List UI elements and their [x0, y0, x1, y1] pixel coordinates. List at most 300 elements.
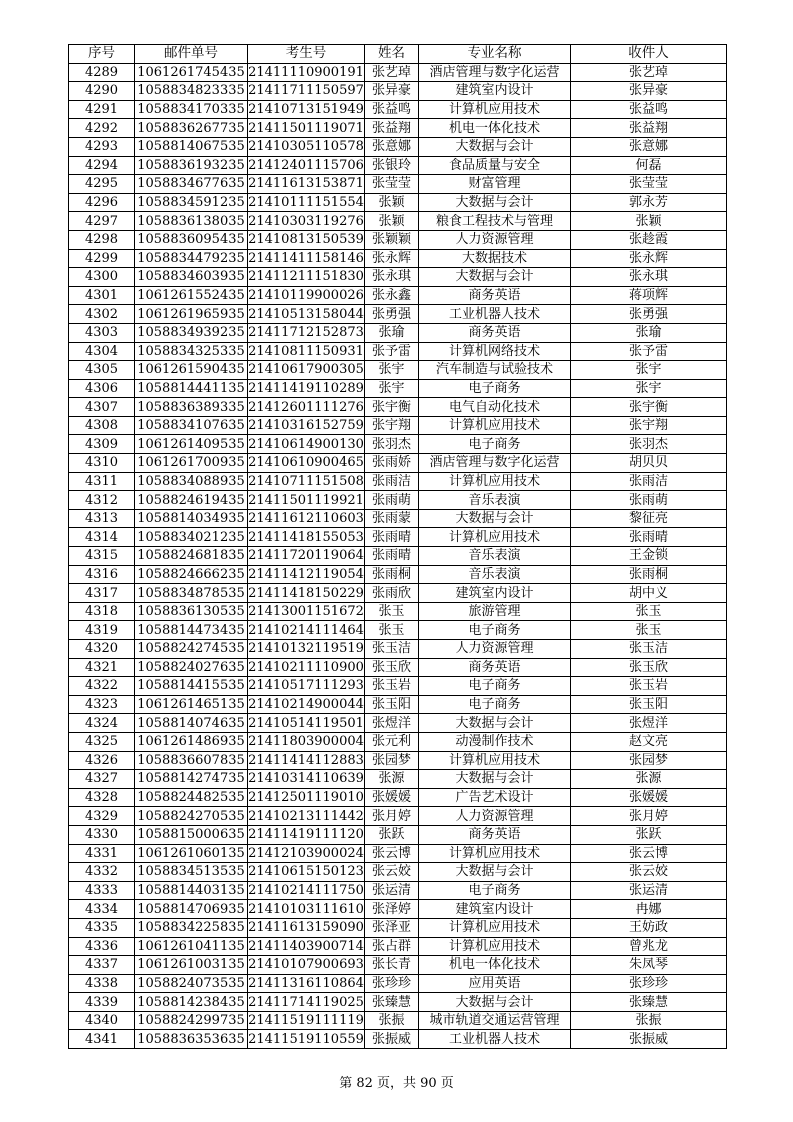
major-cell: 计算机应用技术: [419, 528, 571, 547]
exam-number-cell: 21410711151508: [248, 473, 364, 489]
index-cell: 4325: [69, 732, 135, 751]
major-cell: 人力资源管理: [419, 807, 571, 826]
recipient-cell: 黎征亮: [571, 509, 727, 528]
table-row: [69, 993, 727, 1012]
mail-number-cell: 1061261552435: [135, 286, 248, 305]
mail-number-cell: 1058834088935: [135, 472, 248, 491]
name-cell: 张宇衡: [365, 398, 419, 417]
mail-list-table: [68, 44, 727, 1049]
major-cell: 商务英语: [419, 323, 571, 342]
exam-number-cell: 21411411158146: [248, 250, 364, 266]
major-cell: 大数据与会计: [419, 770, 571, 789]
table-row: [69, 119, 727, 138]
mail-number-cell: 1058814473435: [135, 621, 248, 640]
recipient-cell: 张云姣: [571, 863, 727, 882]
index-cell: 4300: [69, 268, 135, 287]
name-cell: 张永鑫: [365, 286, 419, 305]
name-cell: 张长青: [365, 956, 419, 975]
recipient-cell: 张异豪: [571, 82, 727, 101]
table-row: [69, 230, 727, 249]
index-cell: 4334: [69, 900, 135, 919]
major-cell: 商务英语: [419, 658, 571, 677]
mail-number-cell: 1058824274535: [135, 640, 248, 659]
name-cell: 张玉: [365, 621, 419, 640]
major-cell: 计算机应用技术: [419, 751, 571, 770]
mail-number-cell: 1061261409535: [135, 435, 248, 454]
index-cell: 4304: [69, 342, 135, 361]
table-row: [69, 900, 727, 919]
table-row: [69, 305, 727, 324]
table-row: [69, 974, 727, 993]
exam-number-cell: 21411501119071: [248, 120, 364, 136]
name-cell: 张宇: [365, 361, 419, 380]
name-cell: 张运清: [365, 881, 419, 900]
exam-number-cell: 21412401115706: [248, 157, 364, 173]
table-row: [69, 658, 727, 677]
name-cell: 张源: [365, 770, 419, 789]
major-cell: 商务英语: [419, 286, 571, 305]
index-cell: 4336: [69, 937, 135, 956]
mail-number-cell: 1058834021235: [135, 528, 248, 547]
index-cell: 4301: [69, 286, 135, 305]
index-cell: 4338: [69, 974, 135, 993]
table-row: [69, 918, 727, 937]
name-cell: 张颖: [365, 193, 419, 212]
recipient-cell: 张益鸣: [571, 100, 727, 119]
index-cell: 4289: [69, 63, 135, 82]
major-cell: 大数据技术: [419, 249, 571, 268]
recipient-cell: 张颖: [571, 212, 727, 231]
table-row: [69, 788, 727, 807]
exam-number-cell: 21410111151554: [248, 195, 364, 211]
recipient-cell: 王妨政: [571, 918, 727, 937]
name-cell: 张异豪: [365, 82, 419, 101]
exam-number-cell: 21410211110900: [248, 659, 364, 675]
table-row: [69, 361, 727, 380]
recipient-cell: 张月婷: [571, 807, 727, 826]
name-cell: 张益翔: [365, 119, 419, 138]
name-cell: 张煜洋: [365, 714, 419, 733]
mail-number-cell: 1058834170335: [135, 100, 248, 119]
name-cell: 张泽亚: [365, 918, 419, 937]
name-cell: 张颖: [365, 212, 419, 231]
mail-number-cell: 1058824482535: [135, 788, 248, 807]
major-cell: 音乐表演: [419, 491, 571, 510]
exam-number-cell: 21410615150123: [248, 864, 364, 880]
name-cell: 张瑜: [365, 323, 419, 342]
recipient-cell: 张趁霞: [571, 230, 727, 249]
major-cell: 计算机应用技术: [419, 416, 571, 435]
exam-number-cell: 21410514119501: [248, 715, 364, 731]
exam-number-cell: 21411720119064: [248, 548, 364, 564]
name-cell: 张莹莹: [365, 175, 419, 194]
recipient-cell: 张羽杰: [571, 435, 727, 454]
recipient-cell: 张益翔: [571, 119, 727, 138]
major-cell: 城市轨道交通运营管理: [419, 1011, 571, 1030]
index-cell: 4333: [69, 881, 135, 900]
major-cell: 动漫制作技术: [419, 732, 571, 751]
mail-number-cell: 1058836138035: [135, 212, 248, 231]
page-footer: 第 82 页，共 90 页: [339, 1076, 454, 1091]
exam-number-cell: 21411612110603: [248, 511, 364, 527]
table-row: [69, 509, 727, 528]
major-cell: 电子商务: [419, 695, 571, 714]
recipient-cell: 张永辉: [571, 249, 727, 268]
index-cell: 4341: [69, 1030, 135, 1049]
exam-number-cell: 21410213111442: [248, 808, 364, 824]
name-cell: 张跃: [365, 825, 419, 844]
mail-number-cell: 1058814441135: [135, 379, 248, 398]
index-cell: 4302: [69, 305, 135, 324]
mail-number-cell: 1058834325335: [135, 342, 248, 361]
exam-number-cell: 21411418155053: [248, 529, 364, 545]
exam-number-cell: 21411711150597: [248, 83, 364, 99]
index-cell: 4337: [69, 956, 135, 975]
name-cell: 张珍珍: [365, 974, 419, 993]
major-cell: 酒店管理与数字化运营: [419, 63, 571, 82]
major-cell: 酒店管理与数字化运营: [419, 454, 571, 473]
recipient-cell: 朱凤琴: [571, 956, 727, 975]
exam-number-cell: 21411419110289: [248, 380, 364, 396]
mail-number-cell: 1058834878535: [135, 584, 248, 603]
name-cell: 张云博: [365, 844, 419, 863]
index-cell: 4309: [69, 435, 135, 454]
major-cell: 电气自动化技术: [419, 398, 571, 417]
index-cell: 4296: [69, 193, 135, 212]
index-cell: 4320: [69, 640, 135, 659]
name-cell: 张玉岩: [365, 677, 419, 696]
index-cell: 4290: [69, 82, 135, 101]
major-cell: 大数据与会计: [419, 714, 571, 733]
table-row: [69, 584, 727, 603]
index-cell: 4306: [69, 379, 135, 398]
table-row: [69, 640, 727, 659]
major-cell: 食品质量与安全: [419, 156, 571, 175]
name-cell: 张艺琸: [365, 63, 419, 82]
recipient-cell: 张雨洁: [571, 472, 727, 491]
index-cell: 4319: [69, 621, 135, 640]
name-cell: 张银玲: [365, 156, 419, 175]
mail-number-cell: 1058824299735: [135, 1011, 248, 1030]
table-row: [69, 1011, 727, 1030]
major-cell: 工业机器人技术: [419, 1030, 571, 1049]
mail-number-cell: 1058814403135: [135, 881, 248, 900]
major-cell: 大数据与会计: [419, 137, 571, 156]
name-cell: 张羽杰: [365, 435, 419, 454]
mail-number-cell: 1058836095435: [135, 230, 248, 249]
index-cell: 4327: [69, 770, 135, 789]
table-row: [69, 286, 727, 305]
table-row: [69, 565, 727, 584]
mail-number-cell: 1061261590435: [135, 361, 248, 380]
name-cell: 张雨萌: [365, 491, 419, 510]
mail-number-cell: 1058814706935: [135, 900, 248, 919]
header-exam-number: 考生号: [248, 45, 365, 64]
mail-number-cell: 1058824666235: [135, 565, 248, 584]
recipient-cell: 曾兆龙: [571, 937, 727, 956]
table-row: [69, 379, 727, 398]
name-cell: 张雨蒙: [365, 509, 419, 528]
table-row: [69, 1030, 727, 1049]
name-cell: 张振威: [365, 1030, 419, 1049]
index-cell: 4295: [69, 175, 135, 194]
mail-number-cell: 1061261060135: [135, 844, 248, 863]
table-row: [69, 100, 727, 119]
name-cell: 张雨晴: [365, 547, 419, 566]
major-cell: 建筑室内设计: [419, 584, 571, 603]
table-row: [69, 528, 727, 547]
major-cell: 电子商务: [419, 881, 571, 900]
recipient-cell: 张跃: [571, 825, 727, 844]
mail-number-cell: 1058814034935: [135, 509, 248, 528]
major-cell: 人力资源管理: [419, 640, 571, 659]
major-cell: 计算机网络技术: [419, 342, 571, 361]
table-row: [69, 621, 727, 640]
exam-number-cell: 21411316110864: [248, 975, 364, 991]
mail-number-cell: 1058836353635: [135, 1030, 248, 1049]
major-cell: 计算机应用技术: [419, 918, 571, 937]
mail-number-cell: 1058824027635: [135, 658, 248, 677]
name-cell: 张玉阳: [365, 695, 419, 714]
major-cell: 大数据与会计: [419, 268, 571, 287]
mail-number-cell: 1058836267735: [135, 119, 248, 138]
index-cell: 4335: [69, 918, 135, 937]
header-major: 专业名称: [419, 45, 571, 64]
mail-number-cell: 1058834939235: [135, 323, 248, 342]
major-cell: 广告艺术设计: [419, 788, 571, 807]
mail-number-cell: 1058824073535: [135, 974, 248, 993]
exam-number-cell: 21412103900024: [248, 845, 364, 861]
table-row: [69, 63, 727, 82]
index-cell: 4297: [69, 212, 135, 231]
recipient-cell: 张媛媛: [571, 788, 727, 807]
mail-number-cell: 1058836193235: [135, 156, 248, 175]
index-cell: 4317: [69, 584, 135, 603]
table-row: [69, 863, 727, 882]
exam-number-cell: 21411714119025: [248, 994, 364, 1010]
mail-number-cell: 1061261003135: [135, 956, 248, 975]
index-cell: 4323: [69, 695, 135, 714]
name-cell: 张予雷: [365, 342, 419, 361]
name-cell: 张意娜: [365, 137, 419, 156]
index-cell: 4324: [69, 714, 135, 733]
table-row: [69, 472, 727, 491]
recipient-cell: 张运清: [571, 881, 727, 900]
exam-number-cell: 21411211151830: [248, 269, 364, 285]
name-cell: 张永琪: [365, 268, 419, 287]
major-cell: 财富管理: [419, 175, 571, 194]
name-cell: 张玉欣: [365, 658, 419, 677]
major-cell: 电子商务: [419, 379, 571, 398]
header-name: 姓名: [365, 45, 419, 64]
table-row: [69, 137, 727, 156]
index-cell: 4332: [69, 863, 135, 882]
name-cell: 张宇: [365, 379, 419, 398]
table-row: [69, 212, 727, 231]
major-cell: 计算机应用技术: [419, 937, 571, 956]
mail-number-cell: 1058836389335: [135, 398, 248, 417]
table-row: [69, 695, 727, 714]
mail-number-cell: 1058824619435: [135, 491, 248, 510]
exam-number-cell: 21410303119276: [248, 213, 364, 229]
major-cell: 机电一体化技术: [419, 119, 571, 138]
major-cell: 计算机应用技术: [419, 472, 571, 491]
index-cell: 4292: [69, 119, 135, 138]
index-cell: 4331: [69, 844, 135, 863]
table-row: [69, 807, 727, 826]
table-row: [69, 677, 727, 696]
table-row: [69, 249, 727, 268]
major-cell: 计算机应用技术: [419, 844, 571, 863]
name-cell: 张云姣: [365, 863, 419, 882]
recipient-cell: 张玉欣: [571, 658, 727, 677]
recipient-cell: 郭永芳: [571, 193, 727, 212]
mail-number-cell: 1058814238435: [135, 993, 248, 1012]
major-cell: 机电一体化技术: [419, 956, 571, 975]
table-row: [69, 323, 727, 342]
major-cell: 旅游管理: [419, 602, 571, 621]
major-cell: 建筑室内设计: [419, 900, 571, 919]
name-cell: 张雨娇: [365, 454, 419, 473]
recipient-cell: 张雨萌: [571, 491, 727, 510]
table-row: [69, 268, 727, 287]
recipient-cell: 张玉洁: [571, 640, 727, 659]
major-cell: 音乐表演: [419, 547, 571, 566]
name-cell: 张玉洁: [365, 640, 419, 659]
recipient-cell: 张玉阳: [571, 695, 727, 714]
exam-number-cell: 21413001151672: [248, 604, 364, 620]
index-cell: 4340: [69, 1011, 135, 1030]
mail-number-cell: 1061261965935: [135, 305, 248, 324]
mail-number-cell: 1061261465135: [135, 695, 248, 714]
index-cell: 4314: [69, 528, 135, 547]
recipient-cell: 张玉: [571, 621, 727, 640]
recipient-cell: 张予雷: [571, 342, 727, 361]
table-row: [69, 398, 727, 417]
exam-number-cell: 21410614900130: [248, 436, 364, 452]
mail-number-cell: 1061261700935: [135, 454, 248, 473]
table-row: [69, 844, 727, 863]
recipient-cell: 张雨晴: [571, 528, 727, 547]
table-row: [69, 342, 727, 361]
exam-number-cell: 21410713151949: [248, 102, 364, 118]
recipient-cell: 赵文亮: [571, 732, 727, 751]
table-row: [69, 547, 727, 566]
table-row: [69, 491, 727, 510]
major-cell: 电子商务: [419, 435, 571, 454]
mail-number-cell: 1058834513535: [135, 863, 248, 882]
major-cell: 商务英语: [419, 825, 571, 844]
major-cell: 建筑室内设计: [419, 82, 571, 101]
recipient-cell: 张宇: [571, 361, 727, 380]
table-row: [69, 714, 727, 733]
exam-number-cell: 21412601111276: [248, 399, 364, 415]
exam-number-cell: 21411803900004: [248, 734, 364, 750]
recipient-cell: 张雨桐: [571, 565, 727, 584]
table-row: [69, 82, 727, 101]
mail-number-cell: 1061261745435: [135, 63, 248, 82]
name-cell: 张雨欣: [365, 584, 419, 603]
index-cell: 4329: [69, 807, 135, 826]
exam-number-cell: 21410813150539: [248, 232, 364, 248]
name-cell: 张月婷: [365, 807, 419, 826]
major-cell: 应用英语: [419, 974, 571, 993]
exam-number-cell: 21410107900693: [248, 957, 364, 973]
index-cell: 4315: [69, 547, 135, 566]
table-row: [69, 825, 727, 844]
index-cell: 4293: [69, 137, 135, 156]
index-cell: 4339: [69, 993, 135, 1012]
recipient-cell: 张云博: [571, 844, 727, 863]
recipient-cell: 张宇翔: [571, 416, 727, 435]
index-cell: 4305: [69, 361, 135, 380]
exam-number-cell: 21411419111120: [248, 827, 364, 843]
name-cell: 张宇翔: [365, 416, 419, 435]
exam-number-cell: 21410214111464: [248, 622, 364, 638]
recipient-cell: 张煜洋: [571, 714, 727, 733]
header-mail-number: 邮件单号: [135, 45, 248, 64]
index-cell: 4328: [69, 788, 135, 807]
mail-number-cell: 1058834479235: [135, 249, 248, 268]
mail-number-cell: 1061261486935: [135, 732, 248, 751]
recipient-cell: 胡贝贝: [571, 454, 727, 473]
recipient-cell: 王金锁: [571, 547, 727, 566]
exam-number-cell: 21411412119054: [248, 566, 364, 582]
table-row: [69, 175, 727, 194]
mail-number-cell: 1058834225835: [135, 918, 248, 937]
name-cell: 张雨晴: [365, 528, 419, 547]
mail-number-cell: 1058824270535: [135, 807, 248, 826]
exam-number-cell: 21410314110639: [248, 771, 364, 787]
name-cell: 张勇强: [365, 305, 419, 324]
index-cell: 4321: [69, 658, 135, 677]
header-index: 序号: [69, 45, 135, 64]
exam-number-cell: 21411403900714: [248, 938, 364, 954]
major-cell: 电子商务: [419, 621, 571, 640]
mail-number-cell: 1058815000635: [135, 825, 248, 844]
index-cell: 4311: [69, 472, 135, 491]
table-row: [69, 770, 727, 789]
recipient-cell: 张艺琸: [571, 63, 727, 82]
major-cell: 粮食工程技术与管理: [419, 212, 571, 231]
major-cell: 大数据与会计: [419, 993, 571, 1012]
name-cell: 张元利: [365, 732, 419, 751]
exam-number-cell: 21410119900026: [248, 288, 364, 304]
recipient-cell: 蒋项辉: [571, 286, 727, 305]
table-row: [69, 454, 727, 473]
recipient-cell: 张珍珍: [571, 974, 727, 993]
mail-number-cell: 1058834107635: [135, 416, 248, 435]
table-row: [69, 937, 727, 956]
table-row: [69, 602, 727, 621]
major-cell: 汽车制造与试验技术: [419, 361, 571, 380]
name-cell: 张雨洁: [365, 472, 419, 491]
name-cell: 张占群: [365, 937, 419, 956]
name-cell: 张玉: [365, 602, 419, 621]
table-header-row: [69, 45, 727, 64]
mail-number-cell: 1058834603935: [135, 268, 248, 287]
table-row: [69, 416, 727, 435]
recipient-cell: 张振威: [571, 1030, 727, 1049]
recipient-cell: 张源: [571, 770, 727, 789]
index-cell: 4313: [69, 509, 135, 528]
exam-number-cell: 21411613159090: [248, 920, 364, 936]
name-cell: 张园梦: [365, 751, 419, 770]
recipient-cell: 张振: [571, 1011, 727, 1030]
mail-number-cell: 1058834591235: [135, 193, 248, 212]
index-cell: 4303: [69, 323, 135, 342]
major-cell: 人力资源管理: [419, 230, 571, 249]
